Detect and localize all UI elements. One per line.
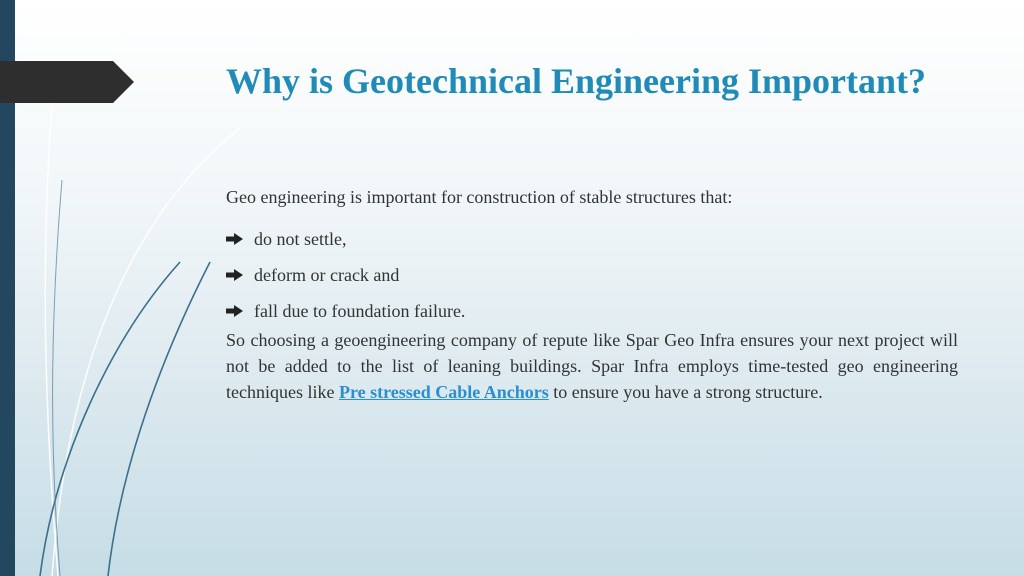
bullet-text: do not settle, [254, 228, 347, 249]
right-arrow-icon [226, 232, 254, 246]
slide-title: Why is Geotechnical Engineering Important? [226, 61, 926, 101]
paragraph-text-before: So choosing a geoengineering company of repute like Spar Geo Infra ensures your next project will not be added to the list of leaning buildings. Spar Infra employs time-tested geo engineering techniques like [226, 330, 958, 402]
bullet-text: fall due to foundation failure. [254, 300, 466, 321]
list-item [226, 257, 966, 293]
intro-text: Geo engineering is important for construction of stable structures that: [226, 187, 733, 207]
right-arrow-icon [226, 268, 254, 282]
cable-anchors-link[interactable]: Pre stressed Cable Anchors [338, 382, 549, 402]
list-item [226, 293, 966, 329]
paragraph-text-after: to ensure you have a strong structure. [548, 382, 823, 402]
title-arrow-tab [0, 61, 134, 103]
right-arrow-icon [226, 304, 254, 318]
bullet-list [226, 221, 966, 329]
bullet-text: deform or crack and [254, 264, 400, 285]
list-item [226, 221, 966, 257]
body-paragraph [226, 327, 958, 405]
